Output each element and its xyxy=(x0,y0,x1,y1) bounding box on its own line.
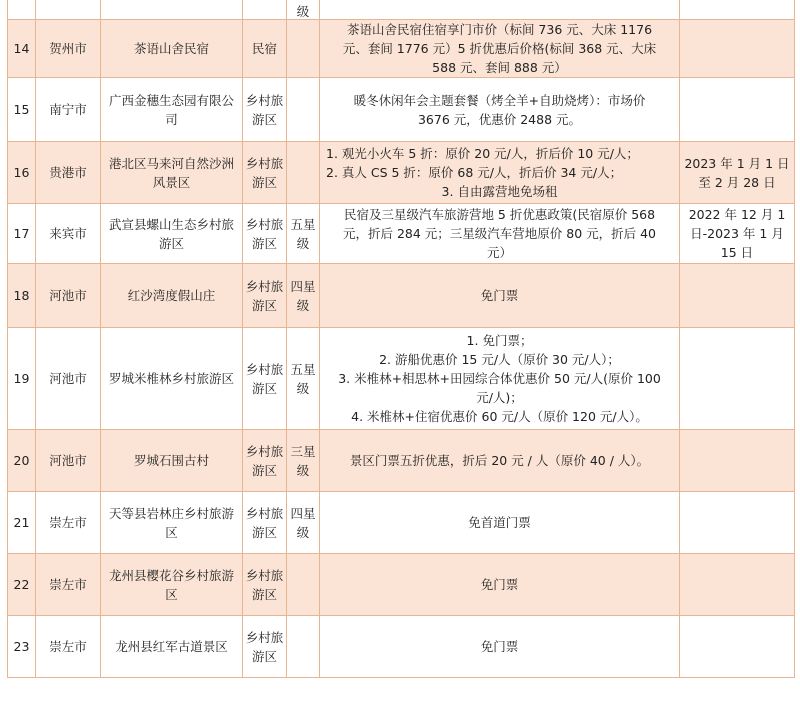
cell-detail xyxy=(320,554,680,616)
detail-line: 免门票 xyxy=(480,288,519,303)
table-row xyxy=(8,616,795,678)
detail-line: 免首道门票 xyxy=(468,515,531,530)
cell-no: 22 xyxy=(8,554,36,616)
cell-no: 23 xyxy=(8,616,36,678)
detail-line: 3. 自由露营地免场租 xyxy=(441,184,558,199)
cell-type: 乡村旅游区 xyxy=(243,78,287,142)
cell-period xyxy=(680,0,795,20)
cell-level xyxy=(287,616,320,678)
cell-detail xyxy=(320,20,680,78)
discount-table xyxy=(7,0,795,678)
cell-city: 河池市 xyxy=(36,264,101,328)
cell-period xyxy=(680,430,795,492)
table-row xyxy=(8,204,795,264)
table-row xyxy=(8,78,795,142)
cell-name: 天等县岩林庄乡村旅游区 xyxy=(101,492,243,554)
cell-level xyxy=(287,142,320,204)
cell-name: 龙州县红军古道景区 xyxy=(101,616,243,678)
cell-period xyxy=(680,78,795,142)
cell-type: 乡村旅游区 xyxy=(243,328,287,430)
cell-name: 罗城米椎林乡村旅游区 xyxy=(101,328,243,430)
cell-city: 崇左市 xyxy=(36,616,101,678)
detail-line: 588 元、套间 888 元） xyxy=(432,60,567,75)
table-row-partial xyxy=(8,0,795,20)
cell-name: 罗城石围古村 xyxy=(101,430,243,492)
cell-period xyxy=(680,328,795,430)
detail-line: 2. 游船优惠价 15 元/人（原价 30 元/人）； xyxy=(379,352,620,367)
cell-detail xyxy=(320,264,680,328)
cell-city: 河池市 xyxy=(36,430,101,492)
cell-name: 广西金穗生态园有限公司 xyxy=(101,78,243,142)
cell-no: 21 xyxy=(8,492,36,554)
detail-line: 元，折后 284 元；三星级汽车营地原价 80 元，折后 40 xyxy=(342,226,657,241)
detail-line: 茶语山舍民宿住宿享门市价（标间 736 元、大床 1176 xyxy=(346,22,653,37)
cell-level: 五星级 xyxy=(287,328,320,430)
cell-type: 乡村旅游区 xyxy=(243,492,287,554)
cell-no: 19 xyxy=(8,328,36,430)
cell-type: 乡村旅游区 xyxy=(243,616,287,678)
cell-type: 民宿 xyxy=(243,20,287,78)
cell-no: 15 xyxy=(8,78,36,142)
table-body xyxy=(8,0,795,678)
cell-period: 2023 年 1 月 1 日至 2 月 28 日 xyxy=(680,142,795,204)
cell-no: 14 xyxy=(8,20,36,78)
cell-period: 2022 年 12 月 1 日-2023 年 1 月 15 日 xyxy=(680,204,795,264)
cell-type: 乡村旅游区 xyxy=(243,430,287,492)
cell-level: 四星级 xyxy=(287,264,320,328)
detail-line: 4. 米椎林+住宿优惠价 60 元/人（原价 120 元/人）。 xyxy=(351,409,648,424)
table-row xyxy=(8,328,795,430)
cell-period xyxy=(680,492,795,554)
detail-line: 2. 真人 CS 5 折：原价 68 元/人，折后价 34 元/人； xyxy=(326,165,623,180)
detail-line: 景区门票五折优惠，折后 20 元 / 人（原价 40 / 人）。 xyxy=(349,453,650,468)
cell-level xyxy=(287,554,320,616)
cell-level: 四星级 xyxy=(287,492,320,554)
cell-period xyxy=(680,616,795,678)
cell-city xyxy=(36,0,101,20)
cell-city: 崇左市 xyxy=(36,554,101,616)
cell-detail xyxy=(320,328,680,430)
cell-name: 红沙湾度假山庄 xyxy=(101,264,243,328)
cell-no: 20 xyxy=(8,430,36,492)
cell-period xyxy=(680,264,795,328)
cell-type xyxy=(243,0,287,20)
cell-city: 南宁市 xyxy=(36,78,101,142)
cell-level: 级 xyxy=(287,0,320,20)
cell-level xyxy=(287,78,320,142)
cell-type: 乡村旅游区 xyxy=(243,142,287,204)
detail-line: 元） xyxy=(486,245,512,260)
detail-line: 免门票 xyxy=(480,639,519,654)
detail-line: 民宿及三星级汽车旅游营地 5 折优惠政策(民宿原价 568 xyxy=(343,207,656,222)
cell-level xyxy=(287,20,320,78)
detail-line: 暖冬休闲年会主题套餐（烤全羊+自助烧烤）：市场价 xyxy=(353,92,646,108)
detail-line: 元、套间 1776 元）5 折优惠后价格(标间 368 元、大床 xyxy=(342,41,657,56)
cell-no xyxy=(8,0,36,20)
cell-detail xyxy=(320,430,680,492)
cell-city: 贵港市 xyxy=(36,142,101,204)
cell-detail xyxy=(320,492,680,554)
cell-period xyxy=(680,554,795,616)
table-row xyxy=(8,492,795,554)
table-row xyxy=(8,142,795,204)
cell-period xyxy=(680,20,795,78)
detail-line: 免门票 xyxy=(480,577,519,592)
table-row xyxy=(8,20,795,78)
cell-no: 18 xyxy=(8,264,36,328)
cell-name xyxy=(101,0,243,20)
detail-line: 1. 观光小火车 5 折：原价 20 元/人，折后价 10 元/人； xyxy=(326,146,639,161)
cell-detail xyxy=(320,616,680,678)
cell-detail xyxy=(320,142,680,204)
table-row xyxy=(8,264,795,328)
cell-name: 龙州县樱花谷乡村旅游区 xyxy=(101,554,243,616)
cell-city: 河池市 xyxy=(36,328,101,430)
cell-name: 港北区马来河自然沙洲风景区 xyxy=(101,142,243,204)
table-row xyxy=(8,430,795,492)
cell-city: 崇左市 xyxy=(36,492,101,554)
cell-name: 武宣县螺山生态乡村旅游区 xyxy=(101,204,243,264)
cell-detail xyxy=(320,204,680,264)
cell-city: 贺州市 xyxy=(36,20,101,78)
cell-type: 乡村旅游区 xyxy=(243,264,287,328)
cell-level: 五星级 xyxy=(287,204,320,264)
table-row xyxy=(8,554,795,616)
cell-level: 三星级 xyxy=(287,430,320,492)
cell-no: 16 xyxy=(8,142,36,204)
cell-city: 来宾市 xyxy=(36,204,101,264)
discount-table-container xyxy=(7,0,794,678)
cell-detail xyxy=(320,0,680,20)
detail-line: 元/人)； xyxy=(476,390,523,405)
detail-line: 3676 元，优惠价 2488 元。 xyxy=(417,111,582,127)
detail-line: 3. 米椎林+相思林+田园综合体优惠价 50 元/人(原价 100 xyxy=(338,371,661,386)
cell-name: 茶语山舍民宿 xyxy=(101,20,243,78)
detail-line: 1. 免门票； xyxy=(466,333,533,348)
cell-detail xyxy=(320,78,680,142)
cell-type: 乡村旅游区 xyxy=(243,204,287,264)
cell-no: 17 xyxy=(8,204,36,264)
cell-type: 乡村旅游区 xyxy=(243,554,287,616)
